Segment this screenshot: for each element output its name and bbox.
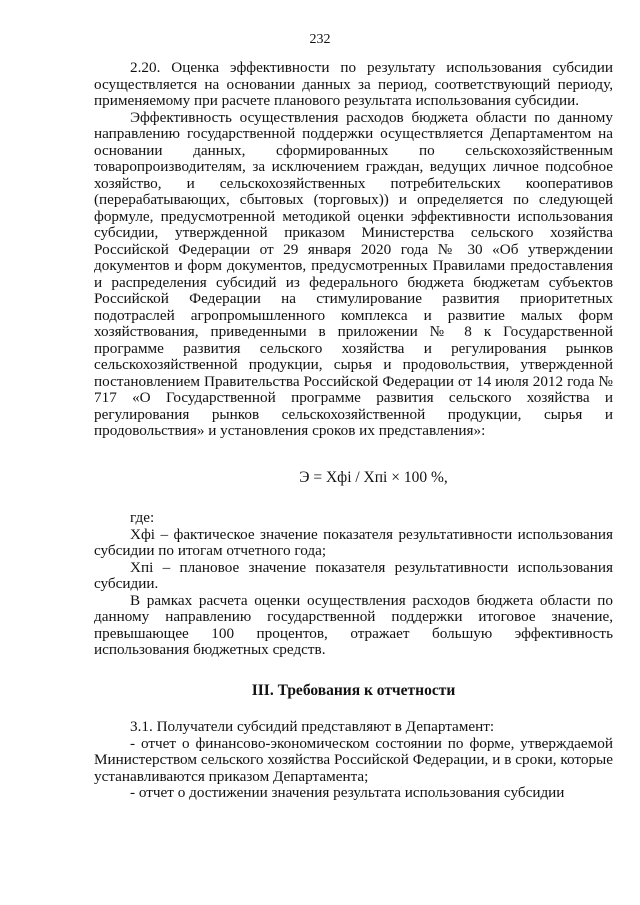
paragraph-2-20: 2.20. Оценка эффективности по результату использования субсидии осуществляется на основании данных за период, соответствующий периоду, применяемому при расчете планового результата использования субсидии. [94, 59, 613, 109]
paragraph-3-1: 3.1. Получатели субсидий представляют в Департамент: [130, 718, 495, 735]
paragraph-evaluation: В рамках расчета оценки осуществления расходов бюджета области по данному направлению государственной поддержки итоговое значение, превышающее 100 процентов, отражает большую эффективность использования бюджетных средств. [94, 591, 613, 658]
where-label: где: [130, 509, 155, 526]
definition-planned: Хпi – плановое значение показателя результативности использования субсидии. [94, 558, 613, 592]
list-item-result-report: - отчет о достижении значения результата использования субсидии [130, 784, 565, 801]
list-item-financial-report: - отчет о финансово-экономическом состоянии по форме, утверждаемой Министерством сельского хозяйства Российской Федерации, и в сроки, которые устанавливаются приказом Департамента; [94, 734, 613, 785]
page-number: 232 [309, 32, 331, 47]
document-body [94, 60, 613, 802]
paragraph-efficiency: Эффективность осуществления расходов бюджета области по данному направлению государственной поддержки осуществляется Департаментом на основании данных, сформированных по сельскохозяйственным товаропроизводителям, за исключением граждан, ведущих личное подсобное хозяйство, и сельскохозяйственных потребительских кооперативов (перерабатывающих, сбытовых (торговых)) и определяется по следующей формуле, предусмотренной методикой оценки эффективности использования субсидии, утвержденной приказом Министерства сельского хозяйства Российской Федерации от 29 января 2020 года № 30 «Об утверждении документов и форм документов, предусмотренных Правилами предоставления и распределения субсидий из федерального бюджета бюджетам субъектов Российской Федерации на стимулирование развития приоритетных подотраслей агропромышленного комплекса и развитие малых форм хозяйствования, приведенными в приложении № 8 к Государственной программе развития сельского хозяйства и регулирования рынков сельскохозяйственной продукции, сырья и продовольствия, утвержденной постановлением Правительства Российской Федерации от 14 июля 2012 года № 717 «О Государственной программе развития сельского хозяйства и регулирования рынков сельскохозяйственной продукции, сырья и продовольствия» и установления сроков их представления»: [94, 108, 613, 439]
section-heading: III. Требования к отчетности [251, 681, 456, 699]
definition-actual: Хфi – фактическое значение показателя результативности использования субсидии по итогам отчетного года; [94, 525, 613, 559]
efficiency-formula: Э = Хфi / Хпi × 100 %, [299, 468, 448, 486]
